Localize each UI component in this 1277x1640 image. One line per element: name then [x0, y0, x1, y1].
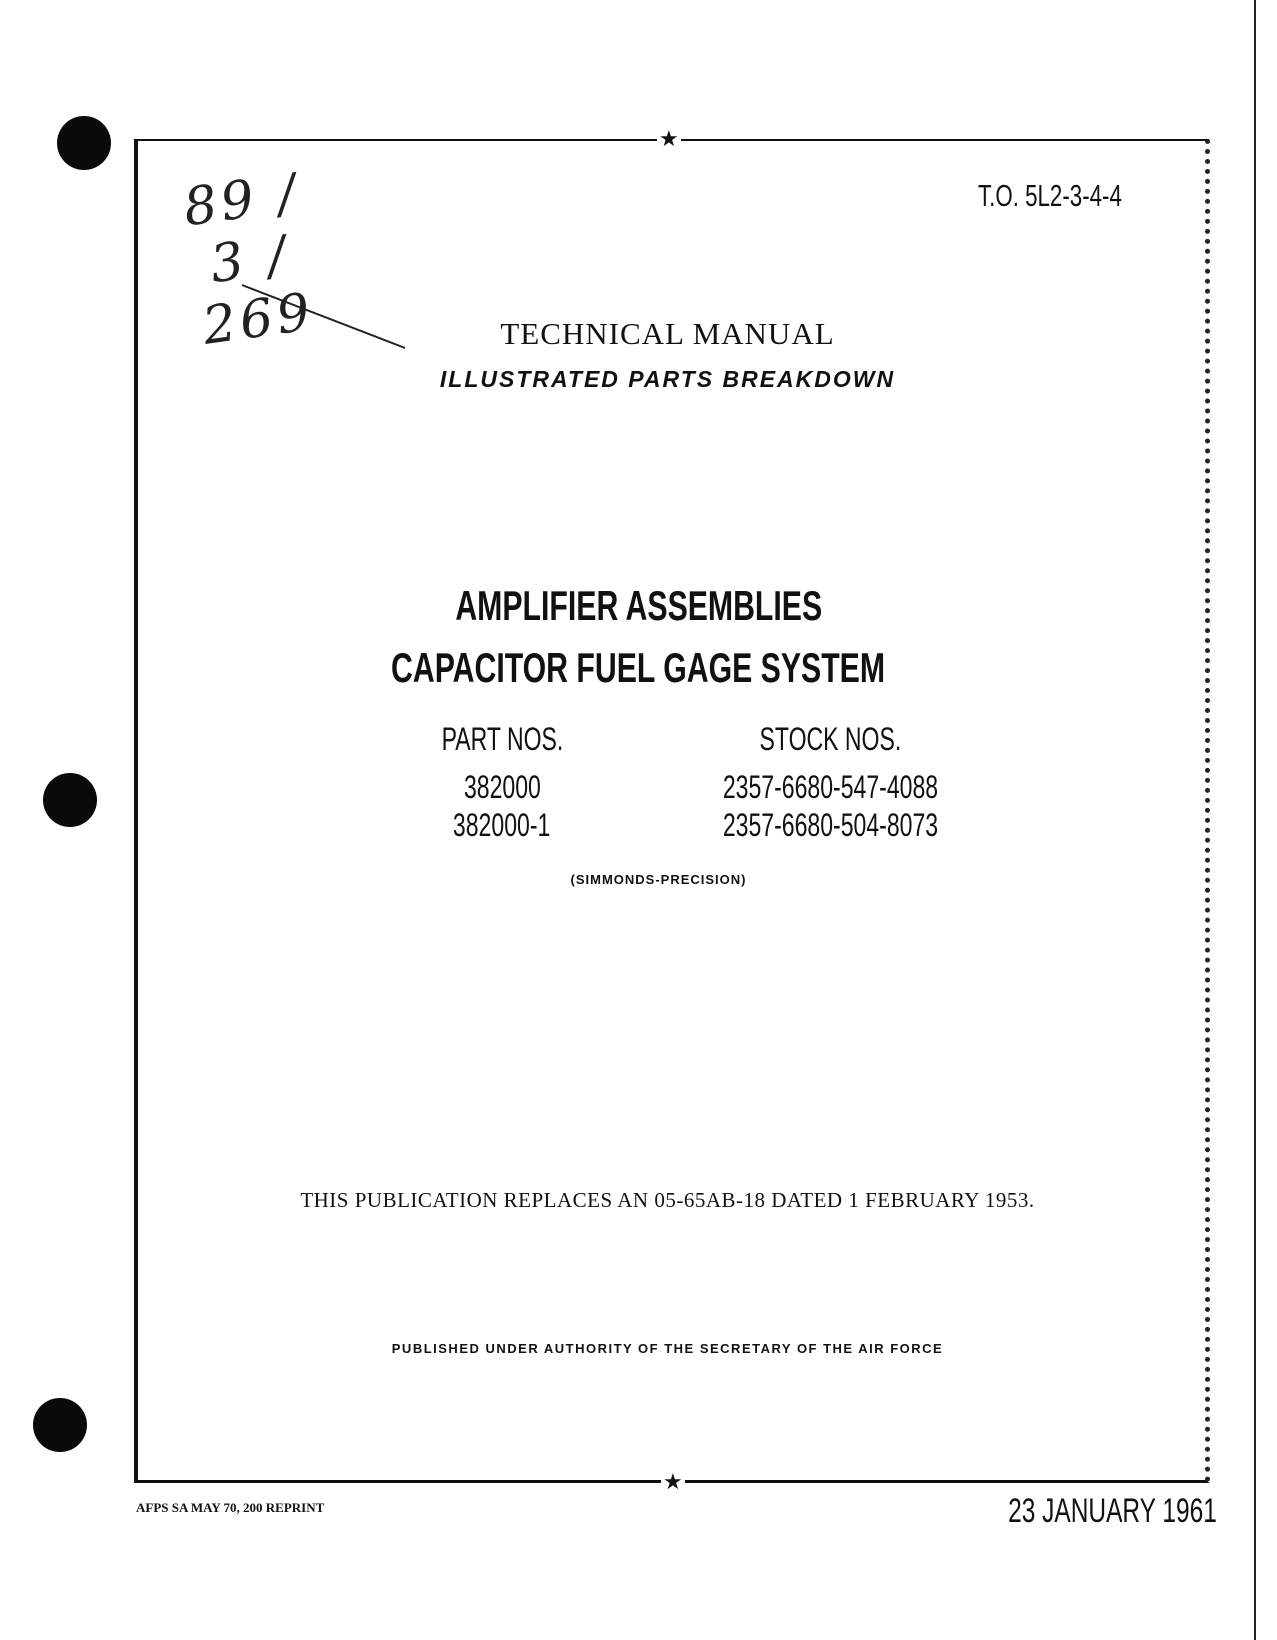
date-text: 23 JANUARY 1961	[1008, 1492, 1217, 1530]
binder-hole-top	[57, 116, 111, 170]
stock-nos-header: STOCK NOS.	[759, 721, 901, 757]
subject-line-2	[0, 644, 1277, 692]
stock-numbers-column	[680, 720, 980, 844]
part-numbers-column	[402, 720, 602, 844]
star-icon-bottom: ★	[663, 1470, 683, 1495]
part-nos-header: PART NOS.	[441, 721, 563, 757]
part-number: 382000-1	[453, 807, 551, 843]
part-number: 382000	[463, 769, 541, 805]
to-number: T.O. 5L2-3-4-4	[978, 178, 1123, 213]
title-illustrated-parts-breakdown: ILLUSTRATED PARTS BREAKDOWN	[439, 366, 896, 392]
title-technical-manual: TECHNICAL MANUAL	[500, 316, 835, 351]
reprint-note: AFPS SA MAY 70, 200 REPRINT	[136, 1500, 325, 1515]
authority-statement: PUBLISHED UNDER AUTHORITY OF THE SECRETARY OF THE AIR FORCE	[391, 1341, 944, 1356]
replaces-statement: THIS PUBLICATION REPLACES AN 05-65AB-18 DATED 1 FEBRUARY 1953.	[300, 1188, 1035, 1212]
handwritten-annotation: 89 / 3 / 269	[179, 162, 318, 357]
publication-date	[927, 1492, 1217, 1531]
subject-line-1	[0, 582, 1277, 630]
stock-number: 2357-6680-547-4088	[722, 769, 938, 805]
manufacturer: (SIMMONDS-PRECISION)	[570, 872, 747, 887]
subject-amplifier: AMPLIFIER ASSEMBLIES	[455, 582, 822, 629]
binder-hole-middle	[43, 773, 97, 827]
star-icon-top: ★	[659, 127, 679, 152]
stock-number: 2357-6680-504-8073	[722, 807, 938, 843]
binder-hole-bottom	[33, 1398, 87, 1452]
page-edge-line	[1254, 0, 1256, 1640]
subject-capacitor: CAPACITOR FUEL GAGE SYSTEM	[391, 644, 886, 691]
